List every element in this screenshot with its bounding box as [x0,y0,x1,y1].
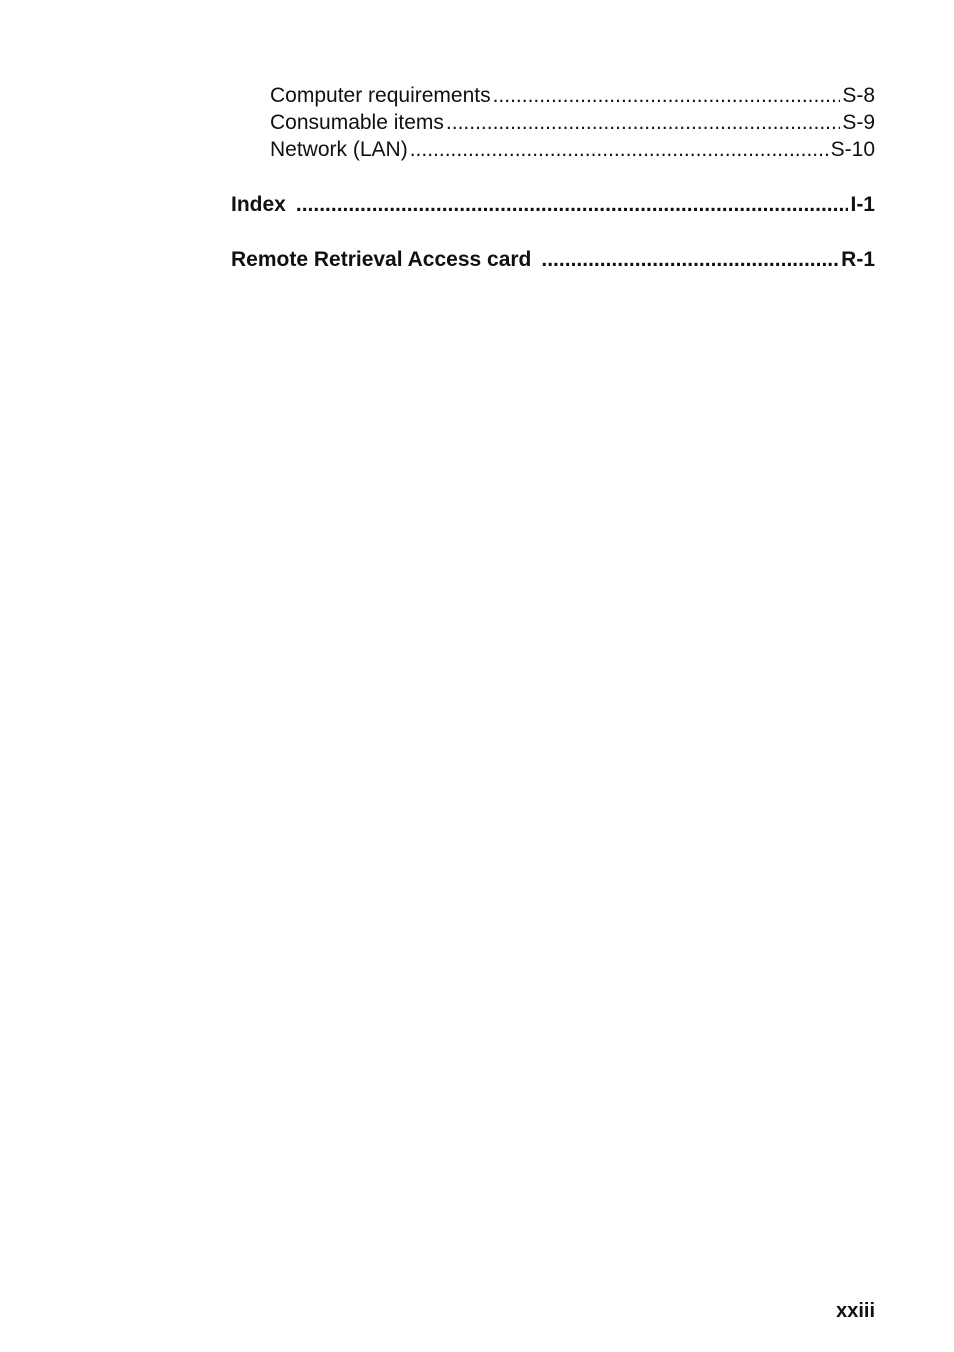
toc-entry-title: Network (LAN) [270,138,408,161]
toc-entry-index[interactable] [231,191,875,218]
toc-entry-title: Consumable items [270,111,444,134]
table-of-contents [231,82,875,273]
toc-entry-network-lan[interactable] [231,136,875,163]
dot-leader [410,136,829,163]
dot-leader [446,109,840,136]
toc-entry-title: Remote Retrieval Access card [231,248,532,271]
toc-entry-page: S-8 [842,84,875,107]
toc-entry-page: S-9 [842,111,875,134]
toc-entry-page: S-10 [830,138,875,161]
toc-entry-consumable-items[interactable] [231,109,875,136]
toc-entry-remote-retrieval-access-card[interactable] [231,246,875,273]
dot-leader [541,246,839,273]
toc-entry-title: Computer requirements [270,84,491,107]
toc-entry-computer-requirements[interactable] [231,82,875,109]
toc-entry-page: I-1 [850,193,875,216]
toc-entry-page: R-1 [841,248,875,271]
page-number: xxiii [836,1300,875,1322]
dot-leader [296,191,849,218]
toc-entry-title: Index [231,193,286,216]
dot-leader [493,82,841,109]
